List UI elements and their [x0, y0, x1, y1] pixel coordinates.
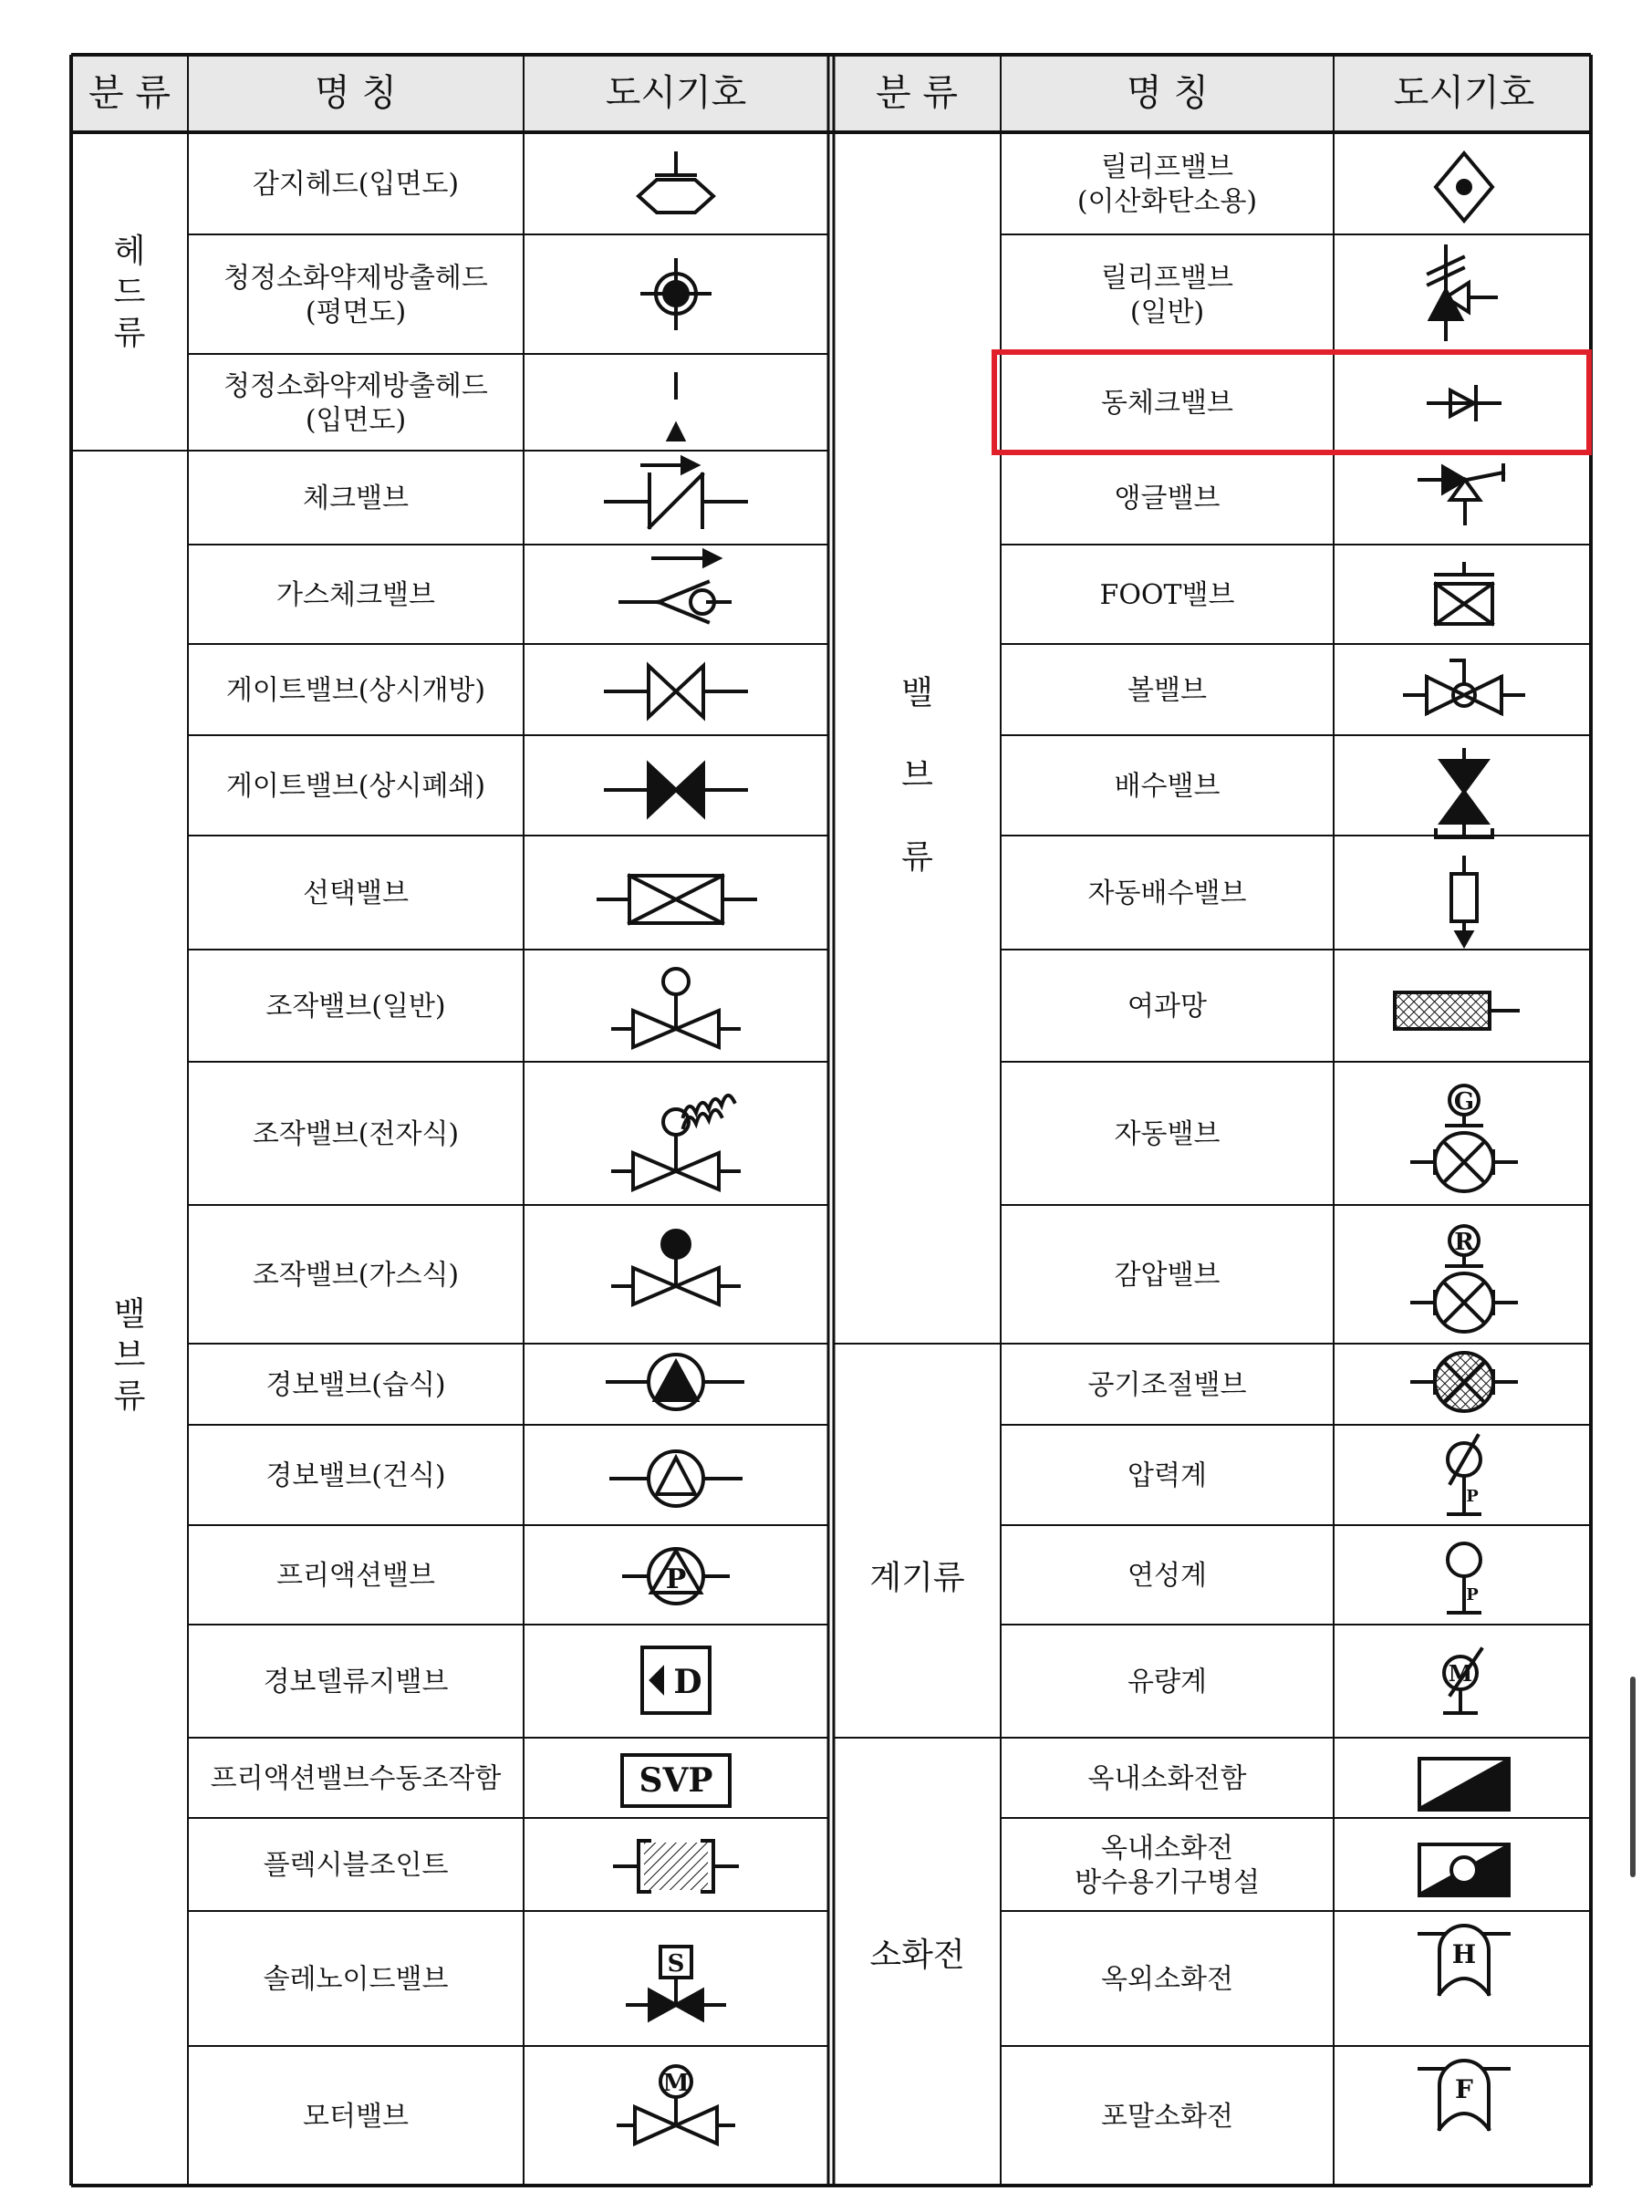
- right-row-name: 자동배수밸브: [1087, 878, 1247, 909]
- left-row-name: 체크밸브: [303, 483, 409, 514]
- left-row-name: 청정소화약제방출헤드 (입면도): [223, 369, 488, 437]
- table-labels: [114, 151, 1260, 2133]
- right-row-name: 포말소화전: [1101, 2101, 1233, 2133]
- left-row-name: 모터밸브: [303, 2101, 409, 2133]
- auto-valve-g-label: G: [1453, 1088, 1475, 1116]
- outdoor-hydrant-icon: [1419, 1926, 1509, 1994]
- header-symbol-right: 도시기호: [1393, 72, 1535, 114]
- ball-valve-icon: [1405, 660, 1523, 713]
- gate-valve-open-icon: [606, 666, 746, 717]
- right-row-name: 공기조절밸브: [1087, 1369, 1247, 1401]
- right-row-name: 압력계: [1127, 1459, 1207, 1492]
- alarm-valve-dry-icon: [611, 1451, 741, 1506]
- pressure-gauge-icon: [1448, 1436, 1481, 1514]
- auto-drain-valve-icon: [1451, 857, 1477, 945]
- indoor-hydrant-combined-icon: [1419, 1844, 1509, 1895]
- left-row-name: 플렉시블조인트: [263, 1849, 449, 1882]
- indoor-hydrant-box-icon: [1419, 1759, 1509, 1810]
- right-row-name: 릴리프밸브 (이산화탄소용): [1076, 151, 1258, 218]
- left-group-valve: 밸 브 류: [113, 1295, 146, 1416]
- left-row-name: 조작밸브(전자식): [252, 1118, 460, 1150]
- gas-operated-valve-icon: [613, 1231, 739, 1304]
- left-row-name: 솔레노이드밸브: [263, 1963, 449, 1996]
- svg-text:D: D: [673, 1663, 702, 1701]
- right-row-name: 자동밸브: [1114, 1118, 1221, 1150]
- right-row-name: 감압밸브: [1114, 1259, 1221, 1292]
- header-symbol-left: 도시기호: [605, 72, 747, 114]
- solenoid-valve-icon: [628, 1947, 724, 2020]
- flexible-joint-icon: [615, 1841, 737, 1892]
- body-check-valve-icon: [1429, 387, 1500, 420]
- left-row-name: 경보밸브(건식): [265, 1459, 446, 1492]
- preaction-valve-icon: [624, 1549, 728, 1604]
- svp-label: SVP: [639, 1761, 713, 1800]
- right-row-name: 연성계: [1127, 1560, 1207, 1592]
- motor-valve-icon: [618, 2066, 733, 2144]
- header-name-right: 명 칭: [1127, 72, 1209, 114]
- left-row-name: 게이트밸브(상시폐쇄): [225, 770, 486, 803]
- flow-meter-m-label: M: [1448, 1660, 1473, 1687]
- alarm-valve-wet-icon: [608, 1355, 743, 1409]
- gas-check-valve-icon: [620, 551, 730, 622]
- svp-box-icon: [622, 1755, 730, 1806]
- right-group-hydrant: 소화전: [869, 1937, 965, 1975]
- foot-valve-icon: [1436, 564, 1492, 624]
- selector-valve-icon: [598, 876, 755, 923]
- operated-valve-icon: [613, 969, 739, 1047]
- relief-valve-icon: [1429, 246, 1496, 339]
- right-row-name: 동체크밸브: [1101, 387, 1233, 420]
- left-row-name: 게이트밸브(상시개방): [225, 674, 486, 707]
- right-group-valve: 밸 브 류: [901, 674, 933, 877]
- solenoid-operated-valve-icon: [613, 1096, 739, 1189]
- hexagon-head-icon: [639, 153, 713, 213]
- scrollbar[interactable]: [1630, 1677, 1636, 1877]
- pressure-reducing-valve-icon: [1412, 1226, 1516, 1332]
- left-row-name: 조작밸브(일반): [265, 991, 446, 1023]
- svg-text:P: P: [1466, 1585, 1479, 1604]
- left-row-name: 조작밸브(가스식): [252, 1259, 460, 1292]
- left-row-name: 선택밸브: [303, 878, 409, 909]
- right-row-name: 여과망: [1127, 991, 1207, 1023]
- auto-valve-icon: [1412, 1085, 1516, 1191]
- left-group-head: 헤 드 류: [113, 233, 146, 353]
- foam-hydrant-icon: [1419, 2061, 1509, 2129]
- foam-hydrant-f-label: F: [1455, 2074, 1473, 2104]
- crosshair-head-icon: [642, 260, 710, 328]
- relief-valve-co2-icon: [1436, 153, 1492, 221]
- gate-valve-closed-icon: [606, 764, 746, 815]
- check-valve-icon: [606, 458, 746, 527]
- strainer-icon: [1395, 992, 1518, 1029]
- left-row-name: 가스체크밸브: [276, 579, 435, 611]
- drain-valve-icon: [1436, 750, 1492, 837]
- right-row-name: 릴리프밸브 (일반): [1101, 262, 1233, 328]
- outdoor-hydrant-h-label: H: [1451, 1939, 1477, 1969]
- right-group-gauge: 계기류: [869, 1559, 965, 1597]
- right-row-name: 앵글밸브: [1114, 483, 1221, 514]
- deluge-valve-icon: [642, 1647, 710, 1713]
- right-row-name: 옥내소화전 방수용기구병설: [1075, 1832, 1260, 1899]
- nozzle-elevation-icon: [669, 374, 683, 440]
- header-category-left: 분 류: [88, 72, 171, 114]
- right-row-name: 옥내소화전함: [1087, 1762, 1247, 1795]
- left-row-name: 감지헤드(입면도): [252, 168, 460, 201]
- left-row-name: 프리액션밸브수동조작함: [210, 1762, 502, 1795]
- right-row-name: 배수밸브: [1114, 770, 1221, 803]
- header-category-right: 분 류: [876, 72, 958, 114]
- svg-text:P: P: [665, 1563, 687, 1595]
- header-name-left: 명 칭: [315, 72, 397, 114]
- reducing-valve-r-label: R: [1454, 1229, 1474, 1256]
- left-row-name: 경보델류지밸브: [263, 1666, 449, 1698]
- right-row-name: 볼밸브: [1127, 674, 1207, 707]
- right-row-name: 옥외소화전: [1101, 1963, 1233, 1996]
- motor-m-label: M: [662, 2070, 690, 2097]
- left-row-name: 경보밸브(습식): [265, 1369, 446, 1401]
- left-row-name: 청정소화약제방출헤드 (평면도): [223, 262, 488, 328]
- right-row-name: FOOT밸브: [1099, 579, 1235, 611]
- header-background: [71, 55, 1591, 132]
- air-control-valve-icon: [1412, 1353, 1516, 1411]
- angle-valve-icon: [1419, 465, 1503, 524]
- solenoid-s-label: S: [667, 1950, 685, 1978]
- svg-text:P: P: [1466, 1487, 1479, 1506]
- left-row-name: 프리액션밸브: [276, 1560, 435, 1592]
- flow-meter-icon: [1444, 1649, 1481, 1713]
- compound-gauge-icon: [1448, 1543, 1481, 1613]
- right-row-name: 유량계: [1127, 1666, 1207, 1698]
